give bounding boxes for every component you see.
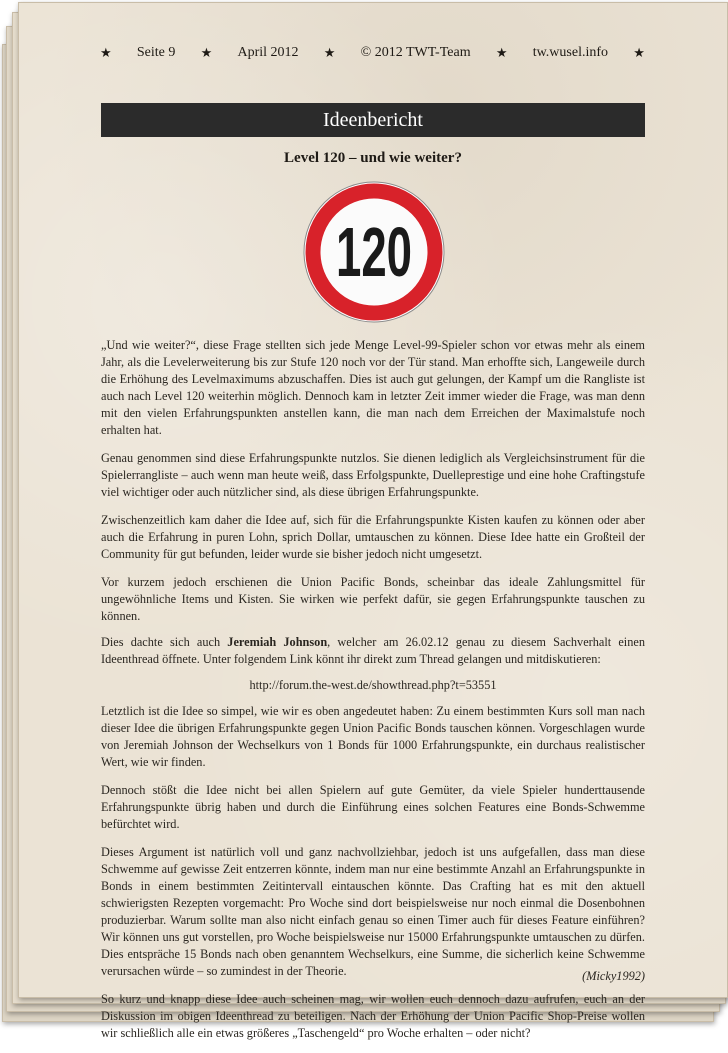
article-title: Level 120 – und wie weiter? (284, 150, 462, 166)
page-header (100, 45, 645, 61)
section-banner: Ideenbericht (101, 103, 645, 137)
star-icon: ★ (200, 45, 213, 60)
speed-limit-sign-image (302, 180, 446, 324)
star-icon: ★ (323, 45, 336, 60)
copyright-notice: © 2012 TWT-Team (360, 45, 471, 60)
star-icon: ★ (495, 45, 508, 60)
page-number: Seite 9 (136, 45, 176, 60)
paragraph: Genau genommen sind diese Erfahrungspunkte nutzlos. Sie dienen lediglich als Vergleichsinstrument für die Spielerrangliste – auch wenn man heute weiß, dass Erfolgspunkte, Duelleprestige und eine hohe Craftingstufe viel wichtiger oder auch nützlicher sind, als diese übrigen Erfahrungspunkte. (101, 451, 645, 499)
paragraph: „Und wie weiter?“, diese Frage stellten sich jede Menge Level-99-Spieler schon vor etwas mehr als einem Jahr, als die Levelerweiterung bis zur Stufe 120 noch vor der Tür stand. Man erhoffte sich, Langeweile durch die Erhöhung des Levelmaximums abzuschaffen. Dies ist auch gut gelungen, der Kampf um die Rangliste ist auch nach Level 120 weiterhin möglich. Dennoch kam in letzter Zeit immer wieder die Frage, was man denn mit den vielen Erfahrungspunkten anstellen kann, die man nach dem Erreichen der Maximalstufe noch erhalten hat. (101, 338, 645, 437)
paragraph (101, 634, 645, 668)
paragraph: Dieses Argument ist natürlich voll und ganz nachvollziehbar, jedoch ist uns aufgefallen, dass man diese Schwemme auf gewisse Zeit entzerren könnte, indem man nur eine bestimmte Anzahl an Erfahrungspunkte in Bonds in einem bestimmten Zeitintervall eintauschen könnte. Das Crafting hat es mit den aktuell schwierigsten Rezepten vorgemacht: Pro Woche sind dort beispielsweise nur noch einmal die Dosenbohnen produzierbar. Warum sollte man also nicht einfach genau so einen Timer auch für dieses Feature einführen? Wir können uns gut vorstellen, pro Woche beispielsweise nur 15000 Erfahrungspunkte umtauschen zu dürfen. Dies entspräche 15 Bonds nach oben genanntem Wechselkurs, eine Summe, die sicherlich keine Schwemme verursachen würde – so zumindest in der Theorie. (101, 845, 645, 978)
paragraph: Zwischenzeitlich kam daher die Idee auf, sich für die Erfahrungspunkte Kisten kaufen zu können oder aber auch die Erfahrung in puren Lohn, sprich Dollar, umtauschen zu können. Diese Idee hatte ein Großteil der Community für gut befunden, leider wurde sie bisher jedoch nicht umgesetzt. (101, 513, 645, 561)
sign-number: 120 (336, 213, 412, 291)
user-name: Jeremiah Johnson (227, 635, 328, 649)
paragraph: Letztlich ist die Idee so simpel, wie wir es oben angedeutet haben: Zu einem bestimmten Kurs soll man nach dieser Idee die übrigen Erfahrungspunkte gegen Union Pacific Bonds tauschen können. Vorgeschlagen wurde von Jeremiah Johnson der Wechselkurs von 1 Bonds für 1000 Erfahrungspunkte, ein durchaus realistischer Wert, wie wir finden. (101, 704, 645, 769)
website-url: tw.wusel.info (532, 45, 609, 60)
forum-thread-link[interactable]: http://forum.the-west.de/showthread.php?t=53551 (249, 678, 497, 692)
article-body (101, 337, 645, 1053)
star-icon: ★ (633, 45, 645, 60)
article-author: (Micky1992) (582, 969, 645, 983)
issue-date: April 2012 (237, 45, 299, 60)
star-icon: ★ (100, 45, 112, 60)
paragraph: So kurz und knapp diese Idee auch scheinen mag, wir wollen euch dennoch dazu aufrufen, euch an der Diskussion im obigen Ideenthread zu beteiligen. Nach der Erhöhung der Union Pacific Shop-Preise wollen wir schließlich alle ein etwas größeres „Taschengeld“ pro Woche erhalten – oder nicht? (101, 992, 645, 1040)
paragraph-text: , welcher am 26.02.12 genau zu diesem Sachverhalt einen Ideenthread öffnete. Unter folgendem Link könnt ihr direkt zum Thread gelangen und mitdiskutieren: (101, 635, 645, 666)
paragraph: Dennoch stößt die Idee nicht bei allen Spielern auf gute Gemüter, da viele Spieler hunderttausende Erfahrungspunkte übrig haben und durch die Einführung eines solchen Features eine Bonds-Schwemme befürchtet wird. (101, 783, 645, 831)
paragraph: Vor kurzem jedoch erschienen die Union Pacific Bonds, scheinbar das ideale Zahlungsmittel für ungewöhnliche Items und Kisten. Sie wirken wie perfekt dafür, sie gegen Erfahrungspunkte tauschen zu können. (101, 575, 645, 623)
paragraph-text: Dies dachte sich auch (101, 635, 228, 649)
